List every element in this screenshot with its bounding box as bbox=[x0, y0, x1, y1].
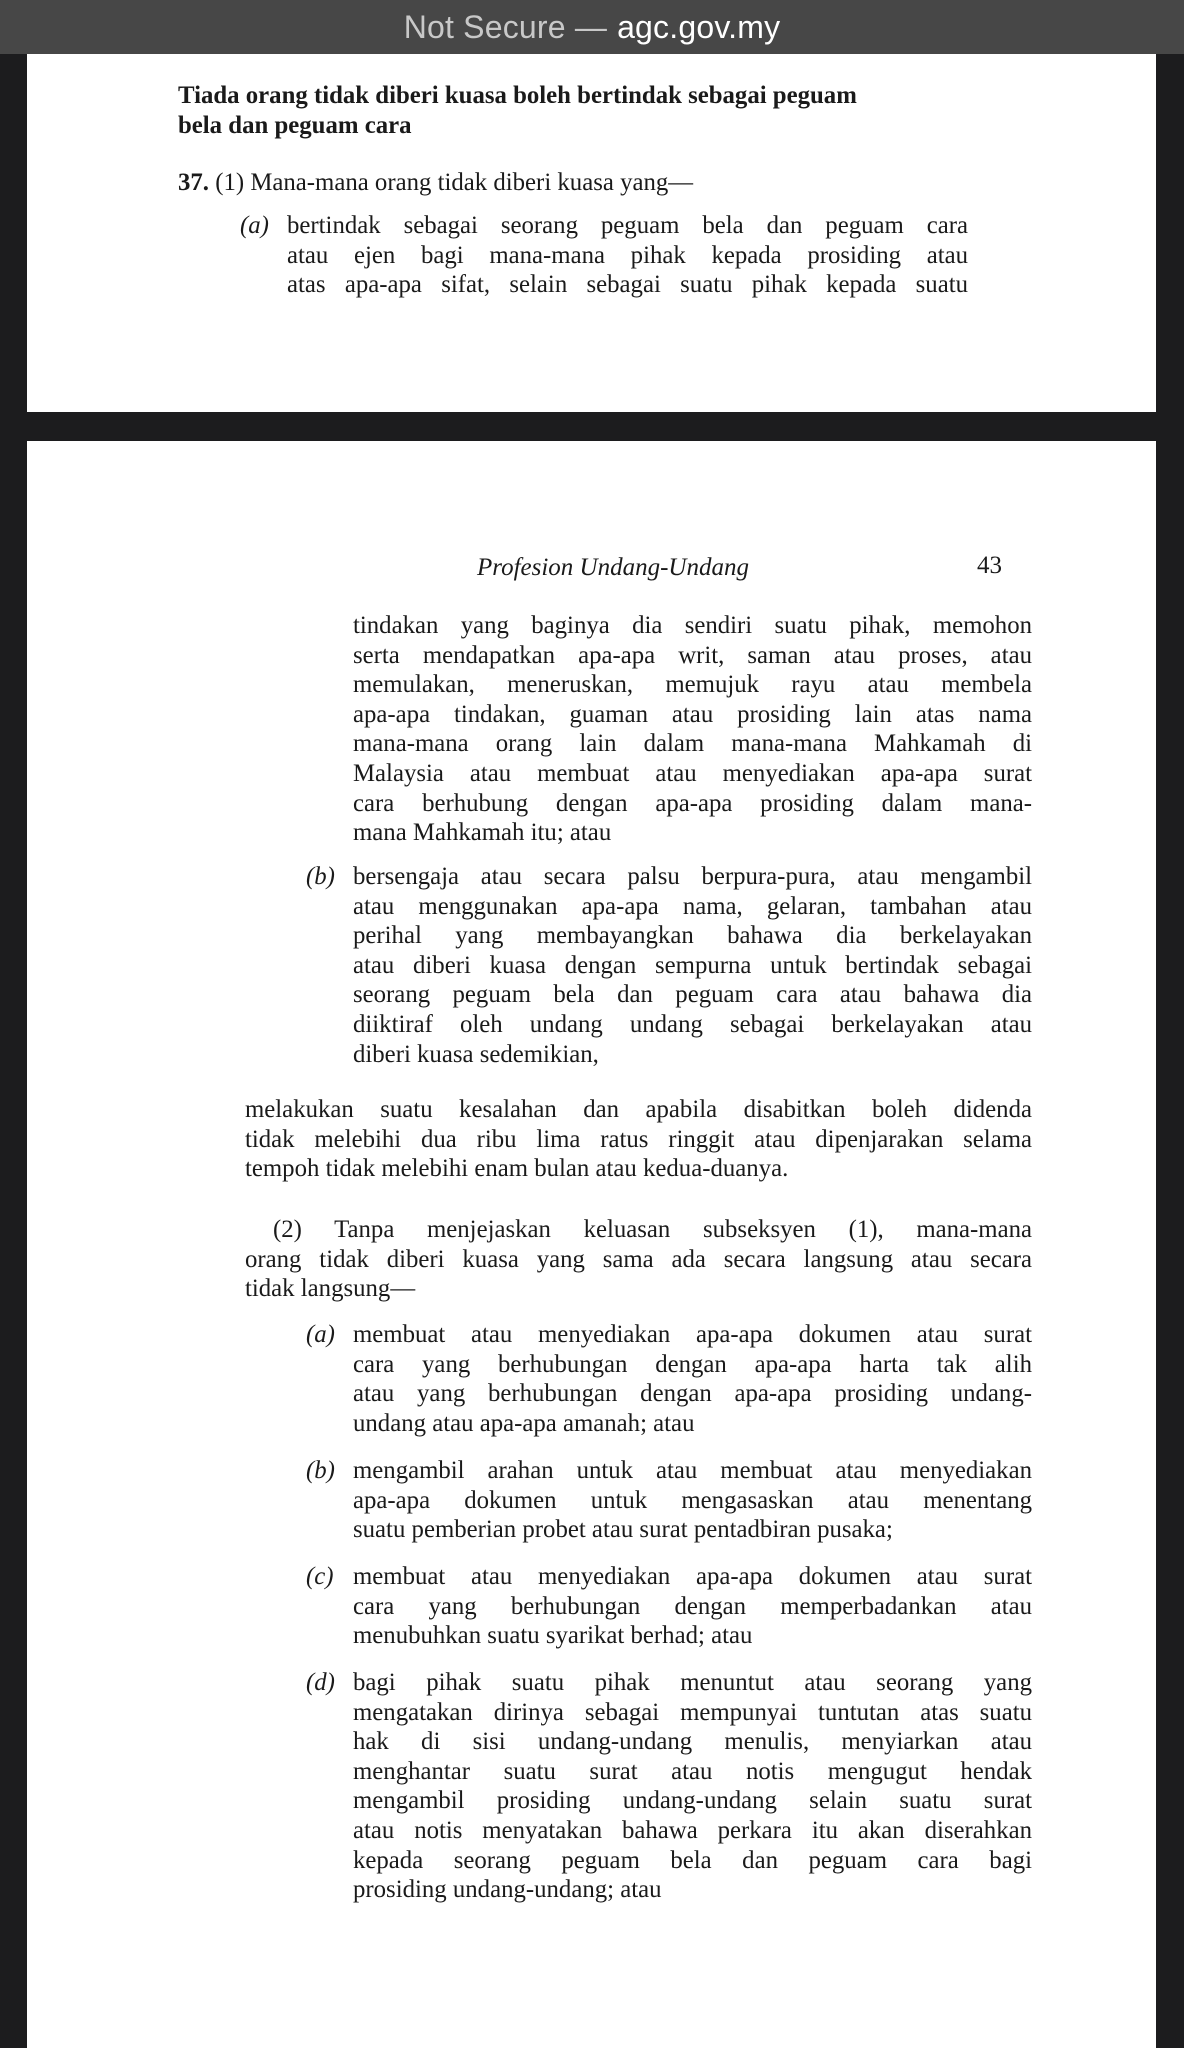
text-line: membuat atau menyediakan apa-apa dokumen atau surat bbox=[353, 1563, 1032, 1590]
text-line: bertindak sebagai seorang peguam bela dan peguam cara bbox=[287, 212, 968, 239]
text-line: mengatakan dirinya sebagai mempunyai tuntutan atas suatu bbox=[353, 1698, 1032, 1726]
text-line: cara yang berhubungan dengan apa-apa harta tak alih bbox=[353, 1350, 1032, 1378]
text-line: menubuhkan suatu syarikat berhad; atau bbox=[353, 1622, 753, 1650]
item-a-text bbox=[287, 211, 968, 300]
heading-line: bela dan peguam cara bbox=[178, 111, 412, 139]
subsection-2 bbox=[245, 1215, 1032, 1304]
security-label: Not Secure — bbox=[403, 8, 608, 45]
section-intro bbox=[178, 168, 968, 198]
item-b-text bbox=[353, 862, 1032, 1069]
text-line: mana Mahkamah itu; atau bbox=[353, 819, 612, 847]
text-line: orang tidak diberi kuasa yang sama ada secara langsung atau secara bbox=[245, 1245, 1032, 1273]
text-line: apa-apa tindakan, guaman atau prosiding lain atas nama bbox=[353, 700, 1032, 728]
text-line: atau diberi kuasa dengan sempurna untuk bertindak sebagai bbox=[353, 951, 1032, 979]
text-line: tidak langsung— bbox=[245, 1275, 416, 1303]
text-line: diberi kuasa sedemikian, bbox=[353, 1040, 599, 1068]
text-line: melakukan suatu kesalahan dan apabila disabitkan boleh didenda bbox=[245, 1096, 1032, 1123]
page-number: 43 bbox=[977, 552, 1002, 579]
text-line: suatu pemberian probet atau surat pentadbiran pusaka; bbox=[353, 1516, 893, 1544]
penalty-paragraph bbox=[245, 1095, 1032, 1184]
text-line: cara yang berhubungan dengan memperbadankan atau bbox=[353, 1592, 1032, 1620]
url-host: agc.gov.my bbox=[617, 8, 781, 45]
item-label: (b) bbox=[306, 1457, 335, 1484]
heading-line: Tiada orang tidak diberi kuasa boleh bertindak sebagai peguam bbox=[178, 82, 857, 109]
text-line: mengambil arahan untuk atau membuat atau menyediakan bbox=[353, 1457, 1032, 1484]
sub-d-text bbox=[353, 1668, 1032, 1905]
item-label: (a) bbox=[306, 1321, 335, 1348]
section-number: 37. bbox=[178, 169, 209, 196]
text-line: (2) Tanpa menjejaskan keluasan subseksyen (1), mana-mana bbox=[273, 1216, 1032, 1243]
pdf-page-fragment bbox=[27, 54, 1156, 412]
text-line: bersengaja atau secara palsu berpura-pura, atau mengambil bbox=[353, 863, 1032, 890]
running-head: Profesion Undang-Undang bbox=[477, 554, 749, 581]
text-line: undang atau apa-apa amanah; atau bbox=[353, 1409, 695, 1437]
sub-c-text bbox=[353, 1562, 1032, 1651]
text-line: cara berhubung dengan apa-apa prosiding dalam mana- bbox=[353, 789, 1032, 817]
address-bar[interactable] bbox=[0, 0, 1184, 54]
text-line: atau ejen bagi mana-mana pihak kepada prosiding atau bbox=[287, 241, 968, 269]
text-line: tidak melebihi dua ribu lima ratus ringgit atau dipenjarakan selama bbox=[245, 1125, 1032, 1153]
sub-a-text bbox=[353, 1320, 1032, 1438]
text-line: atau menggunakan apa-apa nama, gelaran, tambahan atau bbox=[353, 892, 1032, 920]
text-line: perihal yang membayangkan bahawa dia berkelayakan bbox=[353, 922, 1032, 950]
text-line: atas apa-apa sifat, selain sebagai suatu pihak kepada suatu bbox=[287, 271, 968, 299]
text-line: memulakan, meneruskan, memujuk rayu atau membela bbox=[353, 671, 1032, 699]
text-line: Malaysia atau membuat atau menyediakan apa-apa surat bbox=[353, 759, 1032, 787]
text-line: mengambil prosiding undang-undang selain suatu surat bbox=[353, 1787, 1032, 1815]
pdf-page bbox=[27, 441, 1156, 2048]
text-line: menghantar suatu surat atau notis mengugut hendak bbox=[353, 1757, 1032, 1785]
item-label: (b) bbox=[306, 863, 335, 890]
text-line: serta mendapatkan apa-apa writ, saman atau proses, atau bbox=[353, 641, 1032, 669]
text-line: diiktiraf oleh undang undang sebagai berkelayakan atau bbox=[353, 1010, 1032, 1038]
text-line: tindakan yang baginya dia sendiri suatu pihak, memohon bbox=[353, 612, 1032, 639]
item-a-continuation bbox=[353, 611, 1032, 848]
text-line: kepada seorang peguam bela dan peguam cara bagi bbox=[353, 1846, 1032, 1874]
text-line: atau yang berhubungan dengan apa-apa prosiding undang- bbox=[353, 1380, 1032, 1408]
text-line: mana-mana orang lain dalam mana-mana Mahkamah di bbox=[353, 730, 1032, 758]
text-line: seorang peguam bela dan peguam cara atau bahawa dia bbox=[353, 981, 1032, 1009]
item-label: (c) bbox=[306, 1563, 334, 1590]
text-line: hak di sisi undang-undang menulis, menyiarkan atau bbox=[353, 1728, 1032, 1756]
text-line: prosiding undang-undang; atau bbox=[353, 1876, 662, 1904]
text-line: tempoh tidak melebihi enam bulan atau kedua-duanya. bbox=[245, 1155, 789, 1183]
item-label: (d) bbox=[306, 1669, 335, 1696]
section-intro-text: (1) Mana-mana orang tidak diberi kuasa yang— bbox=[215, 169, 694, 196]
text-line: bagi pihak suatu pihak menuntut atau seorang yang bbox=[353, 1669, 1032, 1696]
section-heading bbox=[178, 81, 968, 140]
text-line: apa-apa dokumen untuk mengasaskan atau menentang bbox=[353, 1486, 1032, 1514]
text-line: atau notis menyatakan bahawa perkara itu akan diserahkan bbox=[353, 1816, 1032, 1844]
text-line: membuat atau menyediakan apa-apa dokumen atau surat bbox=[353, 1321, 1032, 1348]
item-label: (a) bbox=[240, 212, 269, 239]
sub-b-text bbox=[353, 1456, 1032, 1545]
